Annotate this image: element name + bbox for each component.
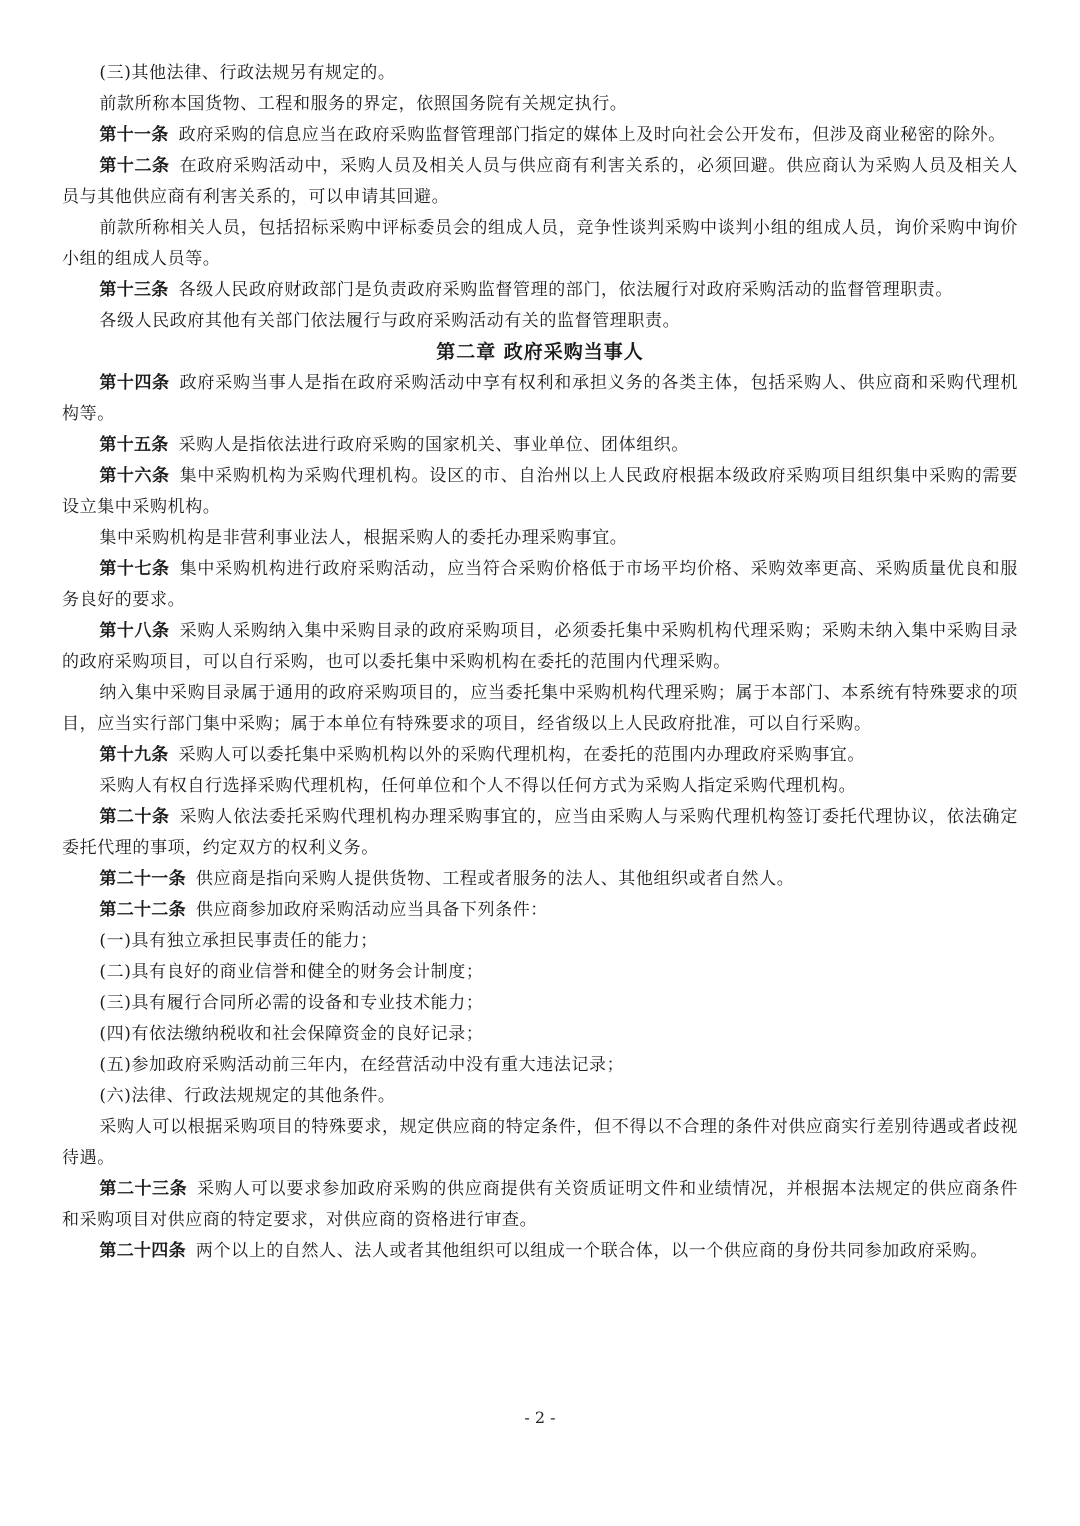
paragraph-text: 纳入集中采购目录属于通用的政府采购项目的，应当委托集中采购机构代理采购；属于本部门、本系统有特殊要求的项目，应当实行部门集中采购；属于本单位有特殊要求的项目，经省级以上人民政府批准，可以自行采购。 <box>62 683 1018 734</box>
article-number: 第二十条 <box>99 807 170 827</box>
article-paragraph <box>62 151 1018 213</box>
paragraph-text: (六)法律、行政法规规定的其他条件。 <box>99 1086 396 1106</box>
paragraph-text: (三)具有履行合同所必需的设备和专业技术能力； <box>99 993 484 1013</box>
paragraph-text: 供应商参加政府采购活动应当具备下列条件： <box>195 900 548 920</box>
paragraph-text: 在政府采购活动中，采购人员及相关人员与供应商有利害关系的，必须回避。供应商认为采购人员及相关人员与其他供应商有利害关系的，可以申请其回避。 <box>62 156 1019 207</box>
article-number: 第十三条 <box>99 280 169 300</box>
paragraph <box>62 957 1018 988</box>
paragraph-text: 采购人可以根据采购项目的特殊要求，规定供应商的特定条件，但不得以不合理的条件对供应商实行差别待遇或者歧视待遇。 <box>62 1117 1018 1168</box>
paragraph-text: 采购人采购纳入集中采购目录的政府采购项目，必须委托集中采购机构代理采购；采购未纳入集中采购目录的政府采购项目，可以自行采购，也可以委托集中采购机构在委托的范围内代理采购。 <box>62 621 1019 672</box>
article-number: 第二十二条 <box>99 900 186 920</box>
paragraph-text: (二)具有良好的商业信誉和健全的财务会计制度； <box>99 962 484 982</box>
article-paragraph <box>62 275 1018 306</box>
paragraph-text: 政府采购的信息应当在政府采购监督管理部门指定的媒体上及时向社会公开发布，但涉及商业秘密的除外。 <box>178 125 1006 145</box>
paragraph-text: 采购人有权自行选择采购代理机构，任何单位和个人不得以任何方式为采购人指定采购代理机构。 <box>99 776 857 796</box>
paragraph <box>62 926 1018 957</box>
article-paragraph <box>62 616 1018 678</box>
paragraph <box>62 306 1018 337</box>
article-number: 第十九条 <box>99 745 169 765</box>
paragraph-text: 集中采购机构是非营利事业法人，根据采购人的委托办理采购事宜。 <box>99 528 628 548</box>
paragraph-text: 采购人可以委托集中采购机构以外的采购代理机构，在委托的范围内办理政府采购事宜。 <box>178 745 865 765</box>
article-number: 第十七条 <box>99 559 170 579</box>
article-number: 第十二条 <box>99 156 170 176</box>
article-paragraph <box>62 895 1018 926</box>
paragraph-text: 集中采购机构为采购代理机构。设区的市、自治州以上人民政府根据本级政府采购项目组织集中采购的需要设立集中采购机构。 <box>62 466 1019 517</box>
document-body <box>62 58 1018 1267</box>
paragraph <box>62 58 1018 89</box>
paragraph-text: 供应商是指向采购人提供货物、工程或者服务的法人、其他组织或者自然人。 <box>195 869 795 889</box>
paragraph <box>62 678 1018 740</box>
paragraph-text: 前款所称本国货物、工程和服务的界定，依照国务院有关规定执行。 <box>99 94 628 114</box>
article-paragraph <box>62 368 1018 430</box>
article-paragraph <box>62 430 1018 461</box>
paragraph <box>62 771 1018 802</box>
paragraph-text: 集中采购机构进行政府采购活动，应当符合采购价格低于市场平均价格、采购效率更高、采购质量优良和服务良好的要求。 <box>62 559 1019 610</box>
article-paragraph <box>62 461 1018 523</box>
article-paragraph <box>62 1174 1018 1236</box>
article-number: 第十四条 <box>99 373 170 393</box>
article-paragraph <box>62 864 1018 895</box>
paragraph-text: 前款所称相关人员，包括招标采购中评标委员会的组成人员，竞争性谈判采购中谈判小组的组成人员，询价采购中询价小组的组成人员等。 <box>62 218 1018 269</box>
article-paragraph <box>62 740 1018 771</box>
paragraph <box>62 1050 1018 1081</box>
paragraph-text: (一)具有独立承担民事责任的能力； <box>99 931 378 951</box>
article-number: 第二十一条 <box>99 869 186 889</box>
paragraph-text: 采购人是指依法进行政府采购的国家机关、事业单位、团体组织。 <box>178 435 689 455</box>
article-paragraph <box>62 554 1018 616</box>
paragraph <box>62 89 1018 120</box>
paragraph-text: 两个以上的自然人、法人或者其他组织可以组成一个联合体，以一个供应商的身份共同参加政府采购。 <box>195 1241 988 1261</box>
paragraph <box>62 523 1018 554</box>
paragraph-text: 政府采购当事人是指在政府采购活动中享有权利和承担义务的各类主体，包括采购人、供应商和采购代理机构等。 <box>62 373 1019 424</box>
paragraph <box>62 988 1018 1019</box>
article-number: 第十六条 <box>99 466 170 486</box>
article-number: 第二十三条 <box>99 1179 188 1199</box>
article-paragraph <box>62 802 1018 864</box>
article-paragraph <box>62 120 1018 151</box>
paragraph-text: (四)有依法缴纳税收和社会保障资金的良好记录； <box>99 1024 484 1044</box>
paragraph-text: 各级人民政府财政部门是负责政府采购监督管理的部门，依法履行对政府采购活动的监督管理职责。 <box>178 280 953 300</box>
paragraph <box>62 213 1018 275</box>
paragraph <box>62 1112 1018 1174</box>
article-paragraph <box>62 1236 1018 1267</box>
paragraph <box>62 1019 1018 1050</box>
chapter-heading: 第二章 政府采购当事人 <box>436 341 644 363</box>
paragraph-text: 采购人可以要求参加政府采购的供应商提供有关资质证明文件和业绩情况，并根据本法规定的供应商条件和采购项目对供应商的特定要求，对供应商的资格进行审查。 <box>62 1179 1018 1230</box>
page-number: - 2 - <box>524 1408 556 1427</box>
paragraph <box>62 1081 1018 1112</box>
paragraph-text: 各级人民政府其他有关部门依法履行与政府采购活动有关的监督管理职责。 <box>99 311 681 331</box>
paragraph-text: (五)参加政府采购活动前三年内，在经营活动中没有重大违法记录； <box>99 1055 625 1075</box>
paragraph-text: (三)其他法律、行政法规另有规定的。 <box>99 63 396 83</box>
article-number: 第十五条 <box>99 435 169 455</box>
article-number: 第十一条 <box>99 125 169 145</box>
article-number: 第二十四条 <box>99 1241 186 1261</box>
paragraph-text: 采购人依法委托采购代理机构办理采购事宜的，应当由采购人与采购代理机构签订委托代理协议，依法确定委托代理的事项，约定双方的权利义务。 <box>62 807 1019 858</box>
article-number: 第十八条 <box>99 621 170 641</box>
